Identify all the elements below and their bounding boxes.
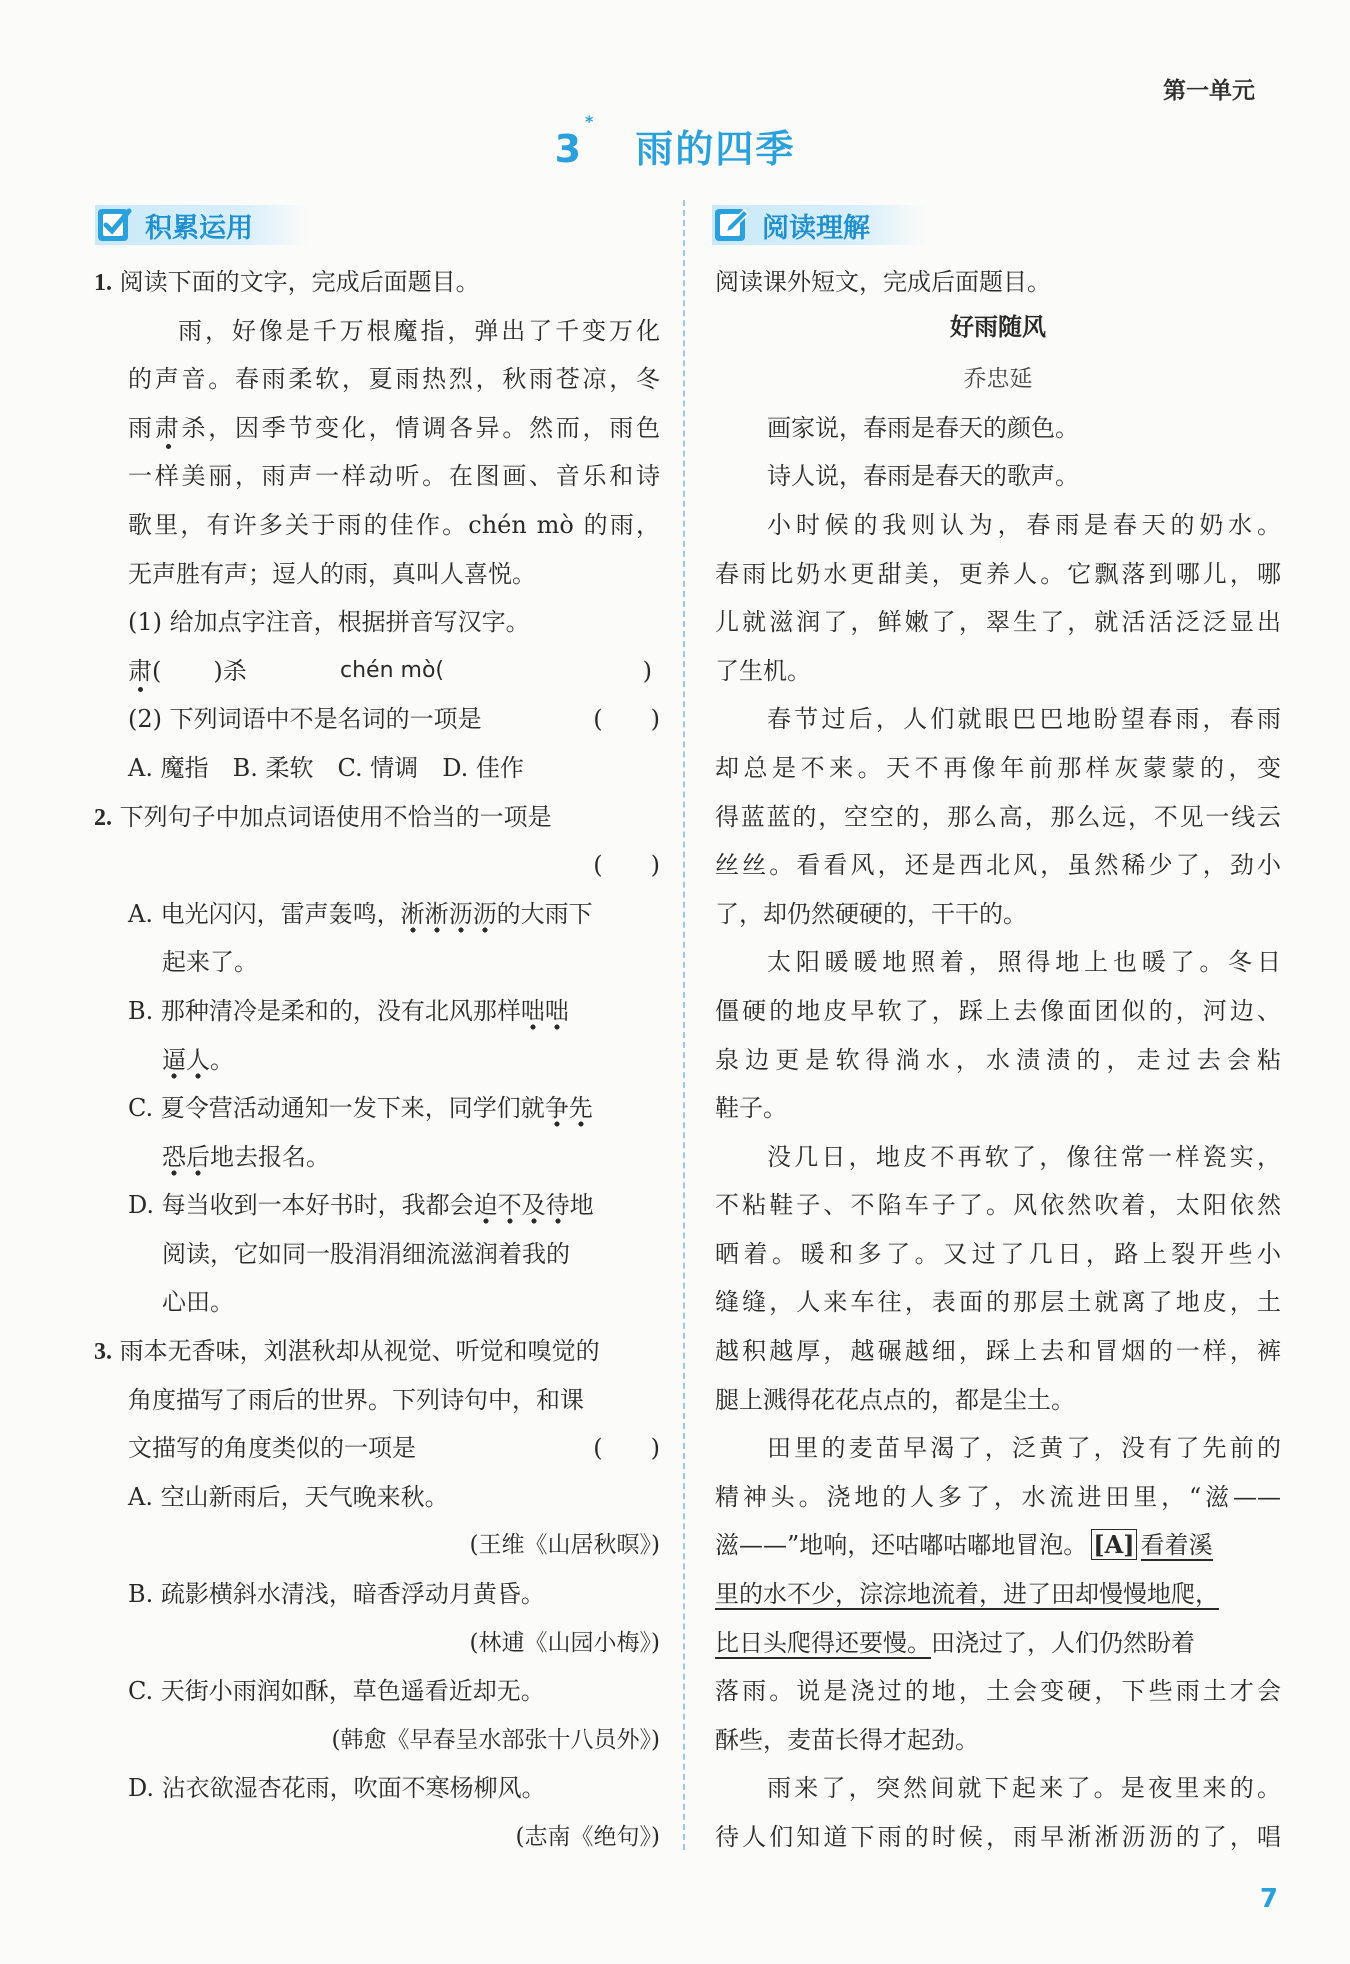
lesson-mark: * xyxy=(585,112,596,131)
section-tag-accumulate xyxy=(95,205,309,245)
q3-option-c: C. 天街小雨润如酥，草色遥看近却无。 xyxy=(128,1677,545,1706)
q3-option-b: B. 疏影横斜水清浅，暗香浮动月黄昏。 xyxy=(128,1580,545,1609)
q1-sub2: (2) 下列词语中不是名词的一项是 ( ) xyxy=(128,695,660,744)
q3-option-a: A. 空山新雨后，天气晚来秋。 xyxy=(128,1482,449,1511)
q3-source-a: (王维《山居秋暝》) xyxy=(469,1532,660,1559)
q2-option-b: B. 那种清冷是柔和的，没有北风那样咄咄 xyxy=(128,987,660,1036)
dotted-word: 争先 xyxy=(545,1094,593,1128)
q2-prompt: 2. 下列句子中加点词语使用不恰当的一项是 xyxy=(94,802,552,831)
q2-bracket-row xyxy=(94,841,660,890)
reading-prompt: 阅读课外短文，完成后面题目。 xyxy=(715,268,1051,296)
story-author: 乔忠延 xyxy=(963,366,1033,393)
q1-fill-row: 肃( )杀 chén mò( ) xyxy=(128,656,652,685)
q2-option-c: C. 夏令营活动通知一发下来，同学们就争先 xyxy=(128,1084,660,1133)
story-line-a-mark: 滋——”地响，还咕嘟咕嘟地冒泡。 [A] 看着溪 xyxy=(715,1530,1213,1560)
q2-option-d: D. 每当收到一本好书时，我都会迫不及待地 xyxy=(128,1181,660,1230)
section-tag-label: 阅读理解 xyxy=(762,212,870,244)
q3-source-c: (韩愈《早春呈水部张十八员外》) xyxy=(331,1726,660,1753)
unit-label: 第一单元 xyxy=(1163,78,1255,104)
q3-prompt: 3. 雨本无香味，刘湛秋却从视觉、听觉和嗅觉的 xyxy=(94,1337,600,1366)
dotted-char: 肃 xyxy=(154,413,182,442)
dotted-word: 咄咄 xyxy=(521,997,569,1031)
section-tag-label: 积累运用 xyxy=(145,212,253,244)
dotted-word: 淅淅沥沥 xyxy=(401,900,497,934)
edit-icon xyxy=(712,205,752,245)
dotted-word: 逼人 xyxy=(162,1046,210,1080)
q1-passage: 雨，好像是千万根魔指，弹出了千变万化 的声音。春雨柔软，夏雨热烈，秋雨苍凉，冬 雨肃杀，因季节变化，情调各异。然而，雨色 一样美丽，雨声一样动听。在图画、音乐和诗 歌里，有许多关于雨的佳作。chén mò 的雨， 无声胜有声；逗人的雨，真叫人喜悦。 (1) 给加点字注音，根据拼音写汉字。 肃( )杀 chén mò( ) (2) 下列词语中不是名词的一项是 ( ) A. 魔指 B. 柔软 C. 情调 D. 佳作 xyxy=(94,307,660,793)
q1-prompt: 1. 阅读下面的文字，完成后面题目。 xyxy=(94,268,480,296)
q3-source-b: (林逋《山园小梅》) xyxy=(469,1629,660,1656)
left-column xyxy=(94,258,660,1862)
page-number: 7 xyxy=(1259,1884,1278,1914)
dotted-word: 恐后 xyxy=(162,1143,210,1177)
answer-bracket[interactable]: ( ) xyxy=(593,851,660,880)
dotted-word: 迫不及待 xyxy=(474,1191,570,1225)
right-column: 阅读课外短文，完成后面题目。 好雨随风 乔忠延 画家说，春雨是春天的颜色。 诗人说，春雨是春天的歌声。 小时候的我则认为，春雨是春天的奶水。 春雨比奶水更甜美，更养人。它飘落到哪儿，哪 儿就滋润了，鲜嫩了，翠生了，就活活泛泛显出 了生机。 春节过后，人们就眼巴巴地盼望春雨，春雨 却总是不来。天不再像年前那样灰蒙蒙的，变 得蓝蓝的，空空的，那么高，那么远，不见一线云 丝丝。看看风，还是西北风，虽然稀少了，劲小 了，却仍然硬硬的，干干的。 太阳暖暖地照着，照得地上也暖了。冬日 僵硬的地皮早软了，踩上去像面团似的，河边、 泉边更是软得淌水，水渍渍的，走过去会粘 鞋子。 没几日，地皮不再软了，像往常一样瓷实， 不粘鞋子、不陷车子了。风依然吹着，太阳依然 晒着。暖和多了。又过了几日，路上裂开些小 缝缝，人来车往，表面的那层土就离了地皮，土 越积越厚，越碾越细，踩上去和冒烟的一样，裤 腿上溅得花花点点的，都是尘土。 田里的麦苗早渴了，泛黄了，没有了先前的 精神头。浇地的人多了，水流进田里，“滋—— 滋——”地响，还咕嘟咕嘟地冒泡。 [A] 看着溪 里的水不少，淙淙地流着，进了田却慢慢地爬， 比日头爬得还要慢。田浇过了，人们仍然盼着 落雨。说是浇过的地，土会变硬，下些雨土才会 酥些，麦苗长得才起劲。 雨来了，突然间就下起来了。是夜里来的。 待人们知道下雨的时候，雨早淅淅沥沥的了，唱 xyxy=(715,258,1281,1862)
paragraph-marker: [A] xyxy=(1093,1530,1135,1560)
q2-option-a: A. 电光闪闪，雷声轰鸣，淅淅沥沥的大雨下 xyxy=(128,890,660,939)
section-tag-reading xyxy=(712,205,926,245)
underlined-sentence: 里的水不少，淙淙地流着，进了田却慢慢地爬， xyxy=(715,1580,1219,1609)
story-title: 好雨随风 xyxy=(950,312,1046,341)
q1-sub1: (1) 给加点字注音，根据拼音写汉字。 xyxy=(128,608,530,637)
lesson-name: 雨的四季 xyxy=(635,127,796,171)
q1-options: A. 魔指 B. 柔软 C. 情调 D. 佳作 xyxy=(128,753,524,782)
column-divider xyxy=(683,200,685,1850)
answer-bracket[interactable]: ( ) xyxy=(593,1434,660,1463)
q1-passage-line3: 雨肃杀，因季节变化，情调各异。然而，雨色 xyxy=(128,413,661,442)
q3-source-d: (志南《绝句》) xyxy=(515,1824,660,1850)
lesson-number: 3 xyxy=(554,127,584,171)
q2-options: A. 电光闪闪，雷声轰鸣，淅淅沥沥的大雨下 起来了。 B. 那种清冷是柔和的，没有北风那样咄咄 逼人。 C. 夏令营活动通知一发下来，同学们就争先 恐后地去报名。 D. 每当收到一本好书时，我都会迫不及待地 阅读，它如同一股涓涓细流滋润着我的 心田。 xyxy=(94,890,660,1327)
answer-bracket[interactable]: ( ) xyxy=(593,705,660,734)
lesson-title xyxy=(0,112,1350,173)
q3-body: 角度描写了雨后的世界。下列诗句中，和课 文描写的角度类似的一项是 ( ) A. 空山新雨后，天气晚来秋。 (王维《山居秋暝》) B. 疏影横斜水清浅，暗香浮动月黄昏。 (林逋《山园小梅》) C. 天街小雨润如酥，草色遥看近却无。 (韩愈《早春呈水部张十八员外》) D. 沾衣欲湿杏花雨，吹面不寒杨柳风。 (志南《绝句》) xyxy=(94,1376,660,1862)
q3-option-d: D. 沾衣欲湿杏花雨，吹面不寒杨柳风。 xyxy=(128,1774,546,1803)
checklist-icon xyxy=(95,205,135,245)
